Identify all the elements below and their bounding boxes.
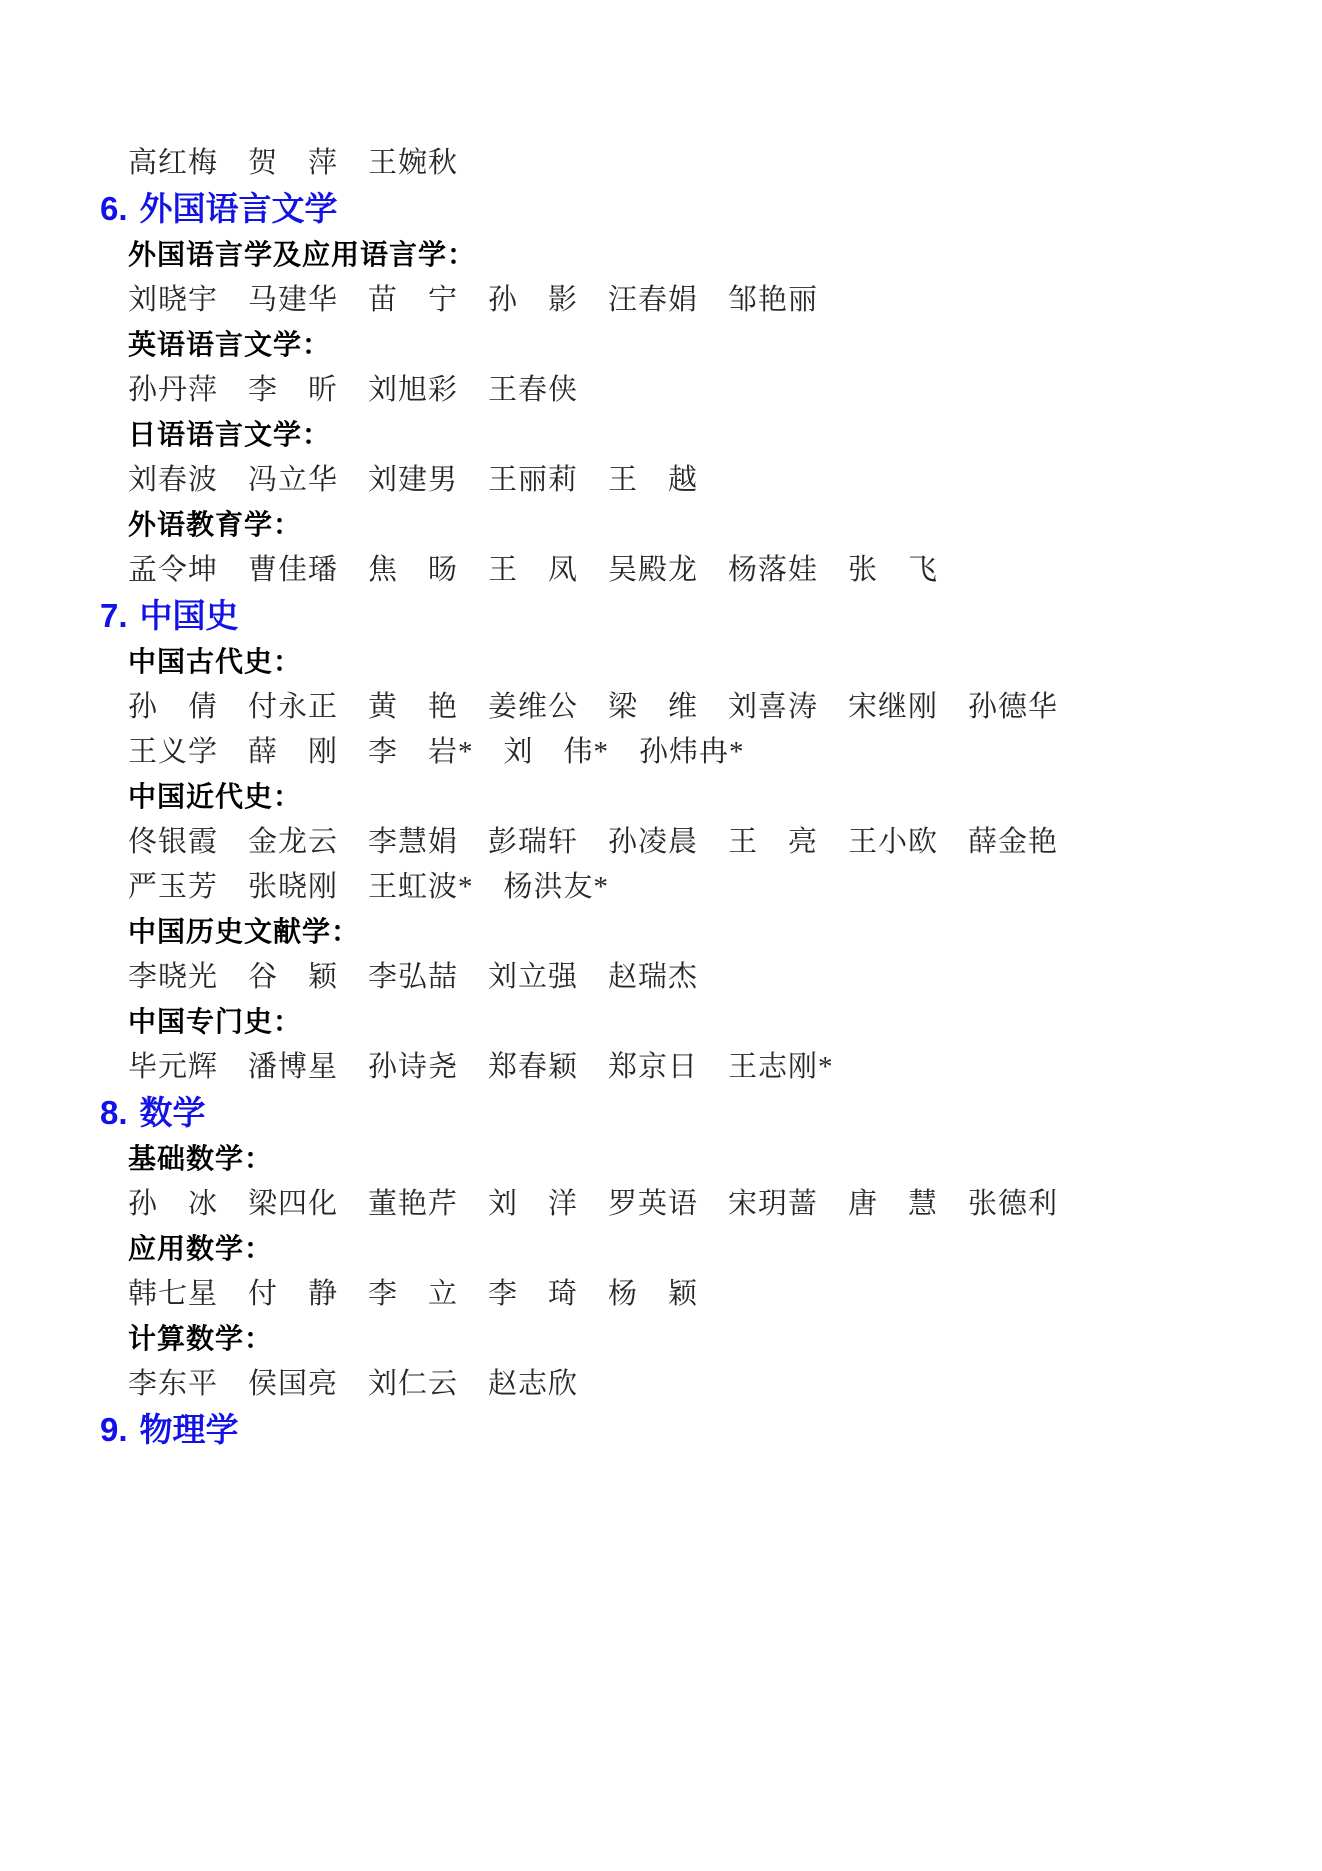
names-line: 孙 倩 付永正 黄 艳 姜维公 梁 维 刘喜涛 宋继刚 孙德华 bbox=[128, 691, 1059, 723]
section-title: 物理学 bbox=[139, 1413, 239, 1449]
names-line: 李东平 侯国亮 刘仁云 赵志欣 bbox=[128, 1368, 579, 1400]
names-line: 李晓光 谷 颖 李弘喆 刘立强 赵瑞杰 bbox=[128, 961, 699, 993]
section-number: 6. bbox=[100, 190, 128, 227]
subfield-label: 外国语言学及应用语言学： bbox=[128, 240, 477, 271]
section-title: 外国语言文学 bbox=[139, 192, 338, 228]
names-line: 佟银霞 金龙云 李慧娟 彭瑞轩 孙凌晨 王 亮 王小欧 薛金艳 bbox=[128, 826, 1059, 858]
names-line: 孙 冰 梁四化 董艳芹 刘 洋 罗英语 宋玥蔷 唐 慧 张德利 bbox=[128, 1188, 1059, 1220]
section-heading bbox=[100, 186, 1262, 233]
names-line: 韩七星 付 静 李 立 李 琦 杨 颖 bbox=[128, 1278, 699, 1310]
names-line: 毕元辉 潘博星 孙诗尧 郑春颖 郑京日 王志刚* bbox=[128, 1051, 834, 1083]
subfield-label: 英语语言文学： bbox=[128, 330, 332, 361]
section-number: 7. bbox=[100, 597, 128, 634]
subfield-label: 日语语言文学： bbox=[128, 420, 332, 451]
subfield-label: 外语教育学： bbox=[128, 510, 303, 541]
names-line: 王义学 薛 刚 李 岩* 刘 伟* 孙炜冉* bbox=[128, 736, 745, 768]
subfield-label: 中国历史文献学： bbox=[128, 917, 361, 948]
subfield-label: 中国近代史： bbox=[128, 782, 303, 813]
section-heading bbox=[100, 1407, 1262, 1454]
section-title: 中国史 bbox=[139, 599, 239, 635]
section-chinese-history bbox=[100, 593, 1262, 1090]
subfield-label: 基础数学： bbox=[128, 1144, 274, 1175]
section-heading bbox=[100, 593, 1262, 640]
names-line: 刘晓宇 马建华 苗 宁 孙 影 汪春娟 邹艳丽 bbox=[128, 284, 819, 316]
section-foreign-languages bbox=[100, 186, 1262, 593]
section-physics bbox=[100, 1407, 1262, 1454]
section-number: 8. bbox=[100, 1094, 128, 1131]
names-line: 高红梅 贺 萍 王婉秋 bbox=[128, 147, 459, 179]
names-line: 刘春波 冯立华 刘建男 王丽莉 王 越 bbox=[128, 464, 699, 496]
subfield-label: 应用数学： bbox=[128, 1234, 274, 1265]
subfield-label: 中国专门史： bbox=[128, 1007, 303, 1038]
subfield-label: 中国古代史： bbox=[128, 647, 303, 678]
section-number: 9. bbox=[100, 1411, 128, 1448]
names-line: 孙丹萍 李 昕 刘旭彩 王春侠 bbox=[128, 374, 579, 406]
section-title: 数学 bbox=[139, 1096, 206, 1132]
subfield-label: 计算数学： bbox=[128, 1324, 274, 1355]
names-line: 严玉芳 张晓刚 王虹波* 杨洪友* bbox=[128, 871, 610, 903]
section-heading bbox=[100, 1090, 1262, 1137]
names-line: 孟令坤 曹佳璠 焦 旸 王 凤 吴殿龙 杨落娃 张 飞 bbox=[128, 554, 939, 586]
section-mathematics bbox=[100, 1090, 1262, 1407]
